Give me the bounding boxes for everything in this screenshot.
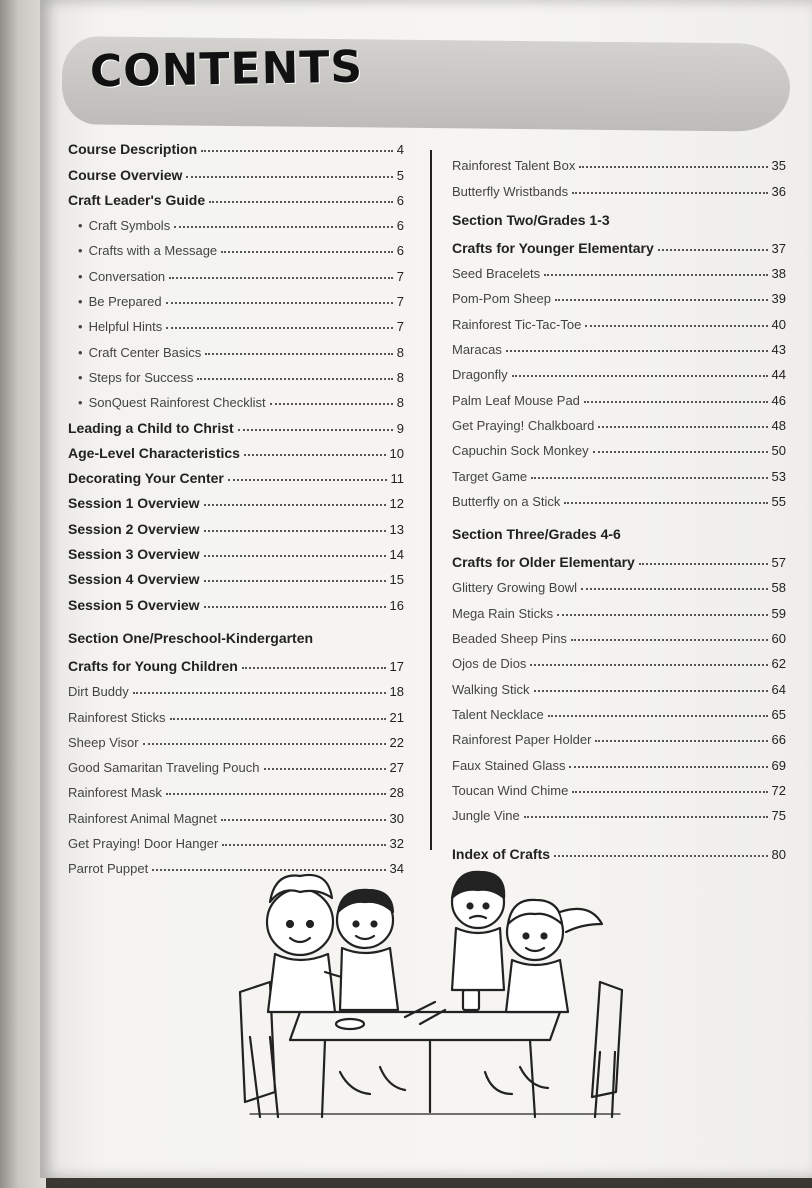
toc-craft-entry[interactable] <box>452 773 786 798</box>
toc-craft-entry[interactable] <box>452 722 786 747</box>
toc-craft-entry[interactable] <box>452 256 786 281</box>
entry-label: Parrot Puppet <box>68 861 149 877</box>
dot-leader <box>569 766 767 768</box>
toc-craft-entry[interactable] <box>68 674 404 699</box>
page-number: 34 <box>389 861 404 877</box>
page-number: 27 <box>389 760 404 776</box>
toc-subentry[interactable] <box>68 258 404 283</box>
dot-leader <box>166 793 386 795</box>
dot-leader <box>571 639 768 641</box>
page-number: 40 <box>771 316 786 332</box>
page-number: 48 <box>771 417 786 433</box>
dot-leader <box>244 454 386 456</box>
kids-crafting-illustration <box>230 862 630 1124</box>
dot-leader <box>242 667 386 669</box>
entry-label: Course Overview <box>68 166 183 183</box>
toc-craft-entry[interactable] <box>452 281 786 306</box>
toc-craft-entry[interactable] <box>452 458 786 483</box>
toc-craft-entry[interactable] <box>68 826 404 851</box>
dot-leader <box>205 353 393 355</box>
dot-leader <box>658 249 768 251</box>
page-number: 7 <box>396 319 404 335</box>
bullet-icon: • <box>78 344 83 360</box>
toc-entry[interactable] <box>68 649 404 674</box>
dot-leader <box>598 426 767 428</box>
toc-entry[interactable] <box>68 132 404 157</box>
page-number: 14 <box>389 547 404 563</box>
page-number: 35 <box>771 158 786 174</box>
dot-leader <box>169 277 393 279</box>
dot-leader <box>584 401 768 403</box>
dot-leader <box>572 192 767 194</box>
entry-label: Talent Necklace <box>452 706 544 722</box>
toc-craft-entry[interactable] <box>452 671 786 696</box>
section-two-heading: Section Two/Grades 1-3 <box>452 211 610 228</box>
section-one-heading: Section One/Preschool-Kindergarten <box>68 629 314 646</box>
toc-craft-entry[interactable] <box>452 621 786 646</box>
page-number: 11 <box>390 471 404 487</box>
bullet-icon: • <box>78 268 83 284</box>
section-three-subheading: Crafts for Older Elementary <box>452 554 635 571</box>
section-three-heading: Section Three/Grades 4-6 <box>452 525 621 542</box>
page-number: 10 <box>389 445 404 461</box>
dot-leader <box>204 530 386 532</box>
page-number: 60 <box>771 631 786 647</box>
page-number: 21 <box>389 709 404 725</box>
entry-label: Ojos de Dios <box>452 656 527 672</box>
toc-right-column <box>452 148 786 862</box>
dot-leader <box>197 378 392 380</box>
toc-entry[interactable] <box>68 157 404 182</box>
entry-label: Craft Symbols <box>88 218 171 234</box>
page-number: 53 <box>771 468 786 484</box>
page-number: 17 <box>389 658 404 674</box>
page-number: 28 <box>389 785 404 801</box>
entry-label: Session 5 Overview <box>68 596 200 613</box>
dot-leader <box>531 477 767 479</box>
page-number: 38 <box>771 266 786 282</box>
page-number: 8 <box>396 369 404 385</box>
page-number: 18 <box>389 684 404 700</box>
toc-entry[interactable] <box>68 587 404 612</box>
dot-leader <box>204 504 386 506</box>
toc-craft-entry[interactable] <box>452 382 786 407</box>
column-divider <box>430 150 432 850</box>
dot-leader <box>228 479 387 481</box>
entry-label: Be Prepared <box>88 294 162 310</box>
toc-craft-entry[interactable] <box>452 306 786 331</box>
entry-label: Rainforest Animal Magnet <box>68 810 217 826</box>
dot-leader <box>544 274 767 276</box>
entry-label: Walking Stick <box>452 681 530 697</box>
dot-leader <box>579 166 767 168</box>
page-number: 62 <box>771 656 786 672</box>
dot-leader <box>585 325 767 327</box>
entry-label: Decorating Your Center <box>68 470 224 487</box>
dot-leader <box>548 715 768 717</box>
bullet-icon: • <box>78 243 83 259</box>
toc-craft-entry[interactable] <box>452 357 786 382</box>
entry-label: Mega Rain Sticks <box>452 605 554 621</box>
toc-craft-entry[interactable] <box>68 750 404 775</box>
page-number: 57 <box>771 555 786 571</box>
page-number: 9 <box>396 420 404 436</box>
dot-leader <box>143 743 386 745</box>
toc-craft-entry[interactable] <box>452 148 786 173</box>
entry-label: Get Praying! Door Hanger <box>68 836 219 852</box>
page-number: 7 <box>396 268 404 284</box>
toc-subentry[interactable] <box>68 309 404 334</box>
page-number: 37 <box>771 240 786 256</box>
dot-leader <box>581 588 768 590</box>
page-number: 30 <box>389 810 404 826</box>
bullet-icon: • <box>78 395 83 411</box>
toc-craft-entry[interactable] <box>452 433 786 458</box>
dot-leader <box>174 226 393 228</box>
entry-label: Faux Stained Glass <box>452 757 566 773</box>
page-title: CONTENTS <box>89 41 364 98</box>
entry-label: Rainforest Mask <box>68 785 162 801</box>
page-number: 80 <box>771 847 786 863</box>
toc-craft-entry[interactable] <box>452 595 786 620</box>
dot-leader <box>201 150 393 152</box>
entry-label: Toucan Wind Chime <box>452 782 569 798</box>
toc-entry[interactable] <box>68 183 404 208</box>
toc-subentry[interactable] <box>68 284 404 309</box>
entry-label: Butterfly Wristbands <box>452 183 569 199</box>
dot-leader <box>264 768 386 770</box>
dot-leader <box>222 844 385 846</box>
dot-leader <box>564 502 767 504</box>
bullet-icon: • <box>78 369 83 385</box>
toc-craft-entry[interactable] <box>452 408 786 433</box>
page-number: 8 <box>396 395 404 411</box>
entry-label: Helpful Hints <box>88 319 163 335</box>
toc-entry[interactable] <box>68 562 404 587</box>
entry-label: Craft Center Basics <box>88 344 202 360</box>
entry-label: Beaded Sheep Pins <box>452 631 567 647</box>
entry-label: Jungle Vine <box>452 808 520 824</box>
entry-label: Rainforest Sticks <box>68 709 166 725</box>
page-number: 32 <box>389 836 404 852</box>
dot-leader <box>506 350 768 352</box>
entry-label: Glittery Growing Bowl <box>452 580 577 596</box>
dot-leader <box>133 692 386 694</box>
dot-leader <box>170 718 386 720</box>
entry-label: Leading a Child to Christ <box>68 419 234 436</box>
toc-entry[interactable] <box>68 537 404 562</box>
dot-leader <box>557 614 767 616</box>
dot-leader <box>166 302 393 304</box>
bullet-icon: • <box>78 218 83 234</box>
page-number: 4 <box>396 142 404 158</box>
dot-leader <box>524 816 768 818</box>
entry-label: Pom-Pom Sheep <box>452 291 551 307</box>
toc-subentry[interactable] <box>68 360 404 385</box>
page-number: 36 <box>771 183 786 199</box>
toc-subentry[interactable] <box>68 208 404 233</box>
page-number: 6 <box>396 218 404 234</box>
toc-entry[interactable] <box>68 511 404 536</box>
page-number: 66 <box>771 732 786 748</box>
entry-label: Index of Crafts <box>452 846 551 863</box>
page-number: 39 <box>771 291 786 307</box>
toc-subentry[interactable] <box>68 233 404 258</box>
entry-label: Target Game <box>452 468 528 484</box>
page-number: 44 <box>771 367 786 383</box>
entry-label: Conversation <box>88 268 166 284</box>
entry-label: Palm Leaf Mouse Pad <box>452 392 580 408</box>
dot-leader <box>186 176 392 178</box>
page-number: 69 <box>771 757 786 773</box>
page-number: 16 <box>389 597 404 613</box>
page-number: 15 <box>389 572 404 588</box>
entry-label: Capuchin Sock Monkey <box>452 443 589 459</box>
page-number: 6 <box>396 192 404 208</box>
toc-entry[interactable] <box>68 436 404 461</box>
dot-leader <box>238 429 393 431</box>
dot-leader <box>554 855 768 857</box>
page-number: 43 <box>771 342 786 358</box>
page-number: 7 <box>396 294 404 310</box>
toc-subentry[interactable] <box>68 385 404 410</box>
toc-craft-entry[interactable] <box>68 699 404 724</box>
toc-entry[interactable] <box>68 410 404 435</box>
toc-entry[interactable] <box>452 231 786 256</box>
toc-craft-entry[interactable] <box>68 775 404 800</box>
entry-label: Butterfly on a Stick <box>452 493 561 509</box>
dot-leader <box>270 403 393 405</box>
toc-subentry[interactable] <box>68 334 404 359</box>
page-number: 64 <box>771 681 786 697</box>
entry-label: Course Description <box>68 141 198 158</box>
toc-entry[interactable] <box>452 545 786 570</box>
dot-leader <box>221 819 386 821</box>
page-number: 59 <box>771 605 786 621</box>
dot-leader <box>530 664 767 666</box>
page-number: 65 <box>771 706 786 722</box>
dot-leader <box>534 690 768 692</box>
toc-craft-entry[interactable] <box>452 646 786 671</box>
entry-label: Dirt Buddy <box>68 684 129 700</box>
entry-label: Seed Bracelets <box>452 266 541 282</box>
toc-craft-entry[interactable] <box>452 798 786 823</box>
entry-label: Session 3 Overview <box>68 546 200 563</box>
toc-entry[interactable] <box>68 486 404 511</box>
toc-left-column <box>68 132 404 876</box>
entry-label: Get Praying! Chalkboard <box>452 417 595 433</box>
entry-label: Good Samaritan Traveling Pouch <box>68 760 260 776</box>
page-number: 6 <box>396 243 404 259</box>
toc-entry-index[interactable] <box>452 837 786 862</box>
page-number: 8 <box>396 344 404 360</box>
entry-label: Sheep Visor <box>68 734 139 750</box>
entry-label: SonQuest Rainforest Checklist <box>88 395 266 411</box>
toc-craft-entry[interactable] <box>68 725 404 750</box>
entry-label: Dragonfly <box>452 367 508 383</box>
entry-label: Session 4 Overview <box>68 571 200 588</box>
dot-leader <box>555 299 768 301</box>
entry-label: Rainforest Paper Holder <box>452 732 592 748</box>
dot-leader <box>572 791 767 793</box>
toc-craft-entry[interactable] <box>452 697 786 722</box>
entry-label: Rainforest Talent Box <box>452 158 576 174</box>
bullet-icon: • <box>78 319 83 335</box>
toc-craft-entry[interactable] <box>452 747 786 772</box>
page-number: 5 <box>396 167 404 183</box>
entry-label: Session 2 Overview <box>68 520 200 537</box>
section-one-subheading: Crafts for Young Children <box>68 657 238 674</box>
dot-leader <box>204 606 386 608</box>
toc-craft-entry[interactable] <box>452 332 786 357</box>
toc-entry[interactable] <box>68 461 404 486</box>
page-number: 13 <box>389 521 404 537</box>
entry-label: Session 1 Overview <box>68 495 200 512</box>
toc-craft-entry[interactable] <box>452 484 786 509</box>
dot-leader <box>512 375 768 377</box>
dot-leader <box>204 555 386 557</box>
dot-leader <box>166 327 393 329</box>
bullet-icon: • <box>78 294 83 310</box>
dot-leader <box>204 580 386 582</box>
dot-leader <box>209 201 393 203</box>
dot-leader <box>595 740 767 742</box>
toc-craft-entry[interactable] <box>452 570 786 595</box>
dot-leader <box>221 251 393 253</box>
toc-craft-entry[interactable] <box>452 173 786 198</box>
page-number: 22 <box>389 734 404 750</box>
dot-leader <box>593 451 768 453</box>
page-number: 58 <box>771 580 786 596</box>
dot-leader <box>639 563 768 565</box>
section-two-subheading: Crafts for Younger Elementary <box>452 239 654 256</box>
page-number: 55 <box>771 493 786 509</box>
entry-label: Crafts with a Message <box>88 243 218 259</box>
entry-label: Maracas <box>452 342 502 358</box>
page-number: 50 <box>771 443 786 459</box>
entry-label: Steps for Success <box>88 369 194 385</box>
page-number: 12 <box>389 496 404 512</box>
page-number: 75 <box>771 808 786 824</box>
toc-craft-entry[interactable] <box>68 800 404 825</box>
entry-label: Rainforest Tic-Tac-Toe <box>452 316 582 332</box>
page-number: 72 <box>771 782 786 798</box>
entry-label: Age-Level Characteristics <box>68 444 240 461</box>
entry-label: Craft Leader's Guide <box>68 191 206 208</box>
page-number: 46 <box>771 392 786 408</box>
